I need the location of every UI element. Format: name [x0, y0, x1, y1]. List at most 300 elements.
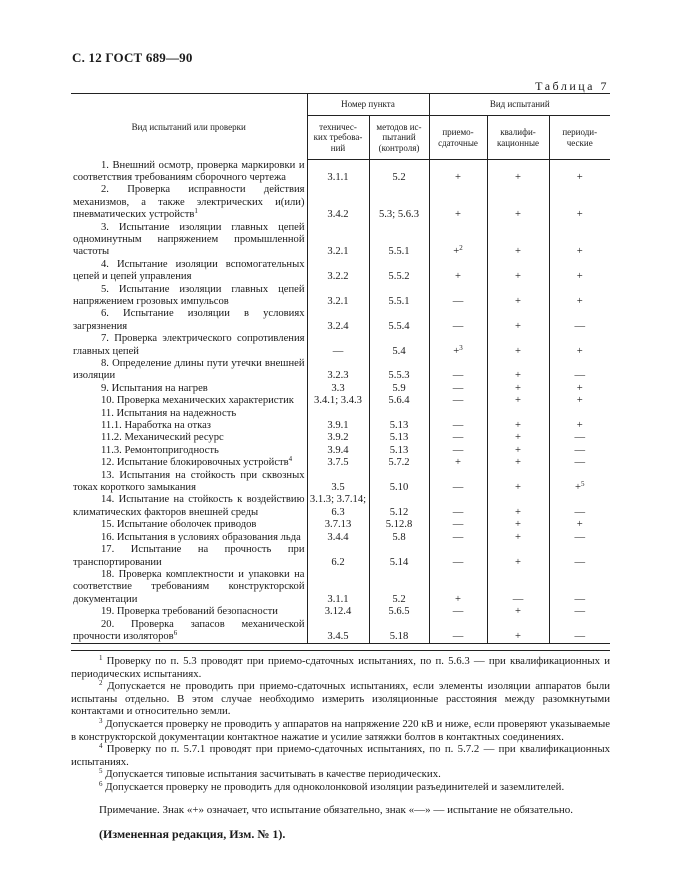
- periodic-cell: [549, 544, 610, 569]
- tech-req-cell: [307, 432, 369, 444]
- method-cell-text: 5.5.3: [388, 370, 410, 382]
- test-name: [71, 544, 307, 569]
- col-header-periodic: периоди- ческие: [549, 116, 610, 160]
- periodic-cell-text: —: [574, 506, 586, 518]
- test-name: [71, 432, 307, 444]
- test-name-text: 19. Проверка требований безопасности: [101, 606, 278, 618]
- periodic-cell-text: —: [574, 593, 586, 605]
- test-name-text: 5. Испытание изоляции главных цепей напряжением грозовых импульсов: [73, 283, 305, 307]
- test-name: [71, 259, 307, 284]
- acceptance-cell-text: —: [452, 295, 464, 307]
- test-name-text: 11.1. Наработка на отказ: [101, 420, 211, 432]
- test-name: [71, 383, 307, 395]
- qualification-cell-text: +: [515, 320, 521, 332]
- acceptance-cell-text: +: [455, 209, 461, 221]
- method-cell: [369, 519, 429, 531]
- footnote-text: Проверку по п. 5.3 проводят при приемо-сдаточных испытаниях, по п. 5.6.3 — при квалификационных и периодических испытаниях.: [71, 655, 610, 680]
- acceptance-cell: [429, 395, 487, 407]
- periodic-cell: [549, 532, 610, 544]
- test-name-text: 7. Проверка электрического сопротивления главных цепей: [73, 333, 305, 357]
- acceptance-cell: [429, 544, 487, 569]
- acceptance-cell-text: +: [455, 171, 461, 183]
- periodic-cell-text: —: [574, 531, 586, 543]
- tech-req-cell-text: 3.9.2: [327, 432, 349, 444]
- acceptance-cell-text: —: [452, 519, 464, 531]
- method-cell: [369, 432, 429, 444]
- test-name-text: 8. Определение длины пути утечки внешней изоляции: [73, 358, 305, 382]
- tech-req-cell: [307, 606, 369, 618]
- method-cell: [369, 494, 429, 519]
- periodic-cell-text: +: [576, 246, 583, 258]
- tech-req-cell: [307, 333, 369, 358]
- footnote-mark: 4: [99, 742, 103, 751]
- qualification-cell: [487, 606, 549, 618]
- periodic-cell-text: +: [576, 420, 583, 432]
- periodic-cell-text: —: [574, 556, 586, 568]
- qualification-cell: [487, 222, 549, 259]
- periodic-cell: [549, 606, 610, 618]
- tech-req-cell: [307, 160, 369, 185]
- qualification-cell: [487, 420, 549, 432]
- footnote: [71, 718, 610, 743]
- test-name: [71, 606, 307, 618]
- periodic-cell: [549, 457, 610, 469]
- table-row: [71, 333, 610, 358]
- footnote-ref: 1: [194, 207, 198, 216]
- acceptance-cell-text: —: [452, 382, 464, 394]
- qualification-cell-text: +: [515, 531, 521, 543]
- method-cell-text: 5.12.8: [385, 519, 413, 531]
- table-row: [71, 432, 610, 444]
- periodic-cell-text: —: [574, 370, 586, 382]
- test-name: [71, 494, 307, 519]
- method-cell: [369, 160, 429, 185]
- tech-req-cell: [307, 222, 369, 259]
- acceptance-cell-text: —: [452, 444, 464, 456]
- tech-req-cell-text: 3.12.4: [324, 606, 352, 618]
- acceptance-cell: [429, 432, 487, 444]
- test-name-text: 4. Испытание изоляции вспомогательных цепей и цепей управления: [73, 258, 305, 283]
- acceptance-cell-text: —: [452, 630, 464, 642]
- periodic-cell-text: +: [576, 171, 583, 183]
- table-row: [71, 395, 610, 407]
- method-cell: [369, 606, 429, 618]
- qualification-cell-text: +: [515, 171, 521, 183]
- acceptance-cell-text: +: [455, 593, 461, 605]
- tech-req-cell-text: 3.1.3; 3.7.14; 6.3: [309, 494, 367, 518]
- qualification-cell: [487, 259, 549, 284]
- test-name-text: 3. Испытание изоляции главных цепей одноминутным напряжением промышленной частоты: [73, 221, 305, 258]
- periodic-cell-text: +: [576, 295, 583, 307]
- tests-table: [71, 93, 610, 644]
- method-cell: [369, 569, 429, 606]
- col-header-name: Вид испытаний или проверки: [71, 94, 307, 160]
- method-cell-text: 5.5.1: [388, 246, 410, 258]
- method-cell: [369, 333, 429, 358]
- footnote-text: Допускается проверку не проводить у аппаратов на напряжение 220 кВ и ниже, если проверяют указываемые в конструкторской документации контактное нажатие и усилие затяжки болтов в контактных соединениях.: [71, 717, 610, 743]
- table-body: [71, 160, 610, 644]
- qualification-cell-text: +: [515, 630, 521, 642]
- tech-req-cell: [307, 544, 369, 569]
- periodic-cell: [549, 308, 610, 333]
- col-header-qualification: квалифи- кационные: [487, 116, 549, 160]
- test-name-text: 2. Проверка исправности действия механизмов, а также электрических и(или) пневматических устройств: [73, 184, 305, 221]
- method-cell: [369, 184, 429, 221]
- table-caption: Таблица 7: [535, 79, 609, 93]
- table-row: [71, 284, 610, 309]
- periodic-cell: [549, 569, 610, 606]
- method-cell: [369, 222, 429, 259]
- tech-req-cell-text: 3.3: [331, 382, 345, 394]
- table-row: [71, 569, 610, 606]
- table-row: [71, 383, 610, 395]
- method-cell-text: 5.7.2: [388, 457, 410, 469]
- table-row: [71, 606, 610, 618]
- qualification-cell: [487, 160, 549, 185]
- table-row: [71, 184, 610, 221]
- method-cell-text: 5.6.5: [388, 606, 410, 618]
- method-cell: [369, 457, 429, 469]
- periodic-cell-text: —: [574, 320, 586, 332]
- footnote: [71, 743, 610, 768]
- acceptance-cell-text: —: [452, 420, 464, 432]
- table-row: [71, 619, 610, 644]
- tech-req-cell-text: 3.7.13: [324, 519, 352, 531]
- qualification-cell: [487, 308, 549, 333]
- periodic-cell: [549, 259, 610, 284]
- acceptance-cell-text: —: [452, 556, 464, 568]
- test-name-text: 10. Проверка механических характеристик: [101, 395, 294, 407]
- acceptance-cell-text: —: [452, 606, 464, 618]
- col-header-kind: Вид испытаний: [429, 94, 610, 116]
- acceptance-cell: [429, 358, 487, 383]
- footnote-list: [71, 655, 610, 794]
- footnote-ref: 2: [459, 244, 463, 253]
- method-cell-text: 5.13: [389, 444, 409, 456]
- acceptance-cell: [429, 408, 487, 420]
- periodic-cell: [549, 395, 610, 407]
- test-name-text: 11.2. Механический ресурс: [101, 432, 224, 444]
- footnote-ref: 5: [580, 480, 585, 489]
- tech-req-cell-text: 3.2.2: [327, 271, 349, 283]
- acceptance-cell: [429, 457, 487, 469]
- qualification-cell-text: +: [515, 271, 521, 283]
- acceptance-cell: [429, 383, 487, 395]
- tech-req-cell-text: 3.1.1: [327, 593, 349, 605]
- qualification-cell-text: +: [515, 345, 521, 357]
- qualification-cell: [487, 383, 549, 395]
- periodic-cell: [549, 420, 610, 432]
- method-cell: [369, 395, 429, 407]
- qualification-cell-text: +: [515, 395, 521, 407]
- acceptance-cell: [429, 569, 487, 606]
- tech-req-cell: [307, 457, 369, 469]
- qualification-cell-text: +: [515, 457, 521, 469]
- test-name-text: 1. Внешний осмотр, проверка маркировки и соответствия требованиям сборочного чертежа: [73, 159, 305, 183]
- test-name: [71, 184, 307, 221]
- method-cell: [369, 259, 429, 284]
- acceptance-cell: [429, 333, 487, 358]
- qualification-cell: [487, 457, 549, 469]
- tech-req-cell-text: 3.4.2: [327, 209, 349, 221]
- tech-req-cell-text: 3.4.5: [327, 630, 349, 642]
- footnote-text: Допускается типовые испытания засчитывать в качестве периодических.: [102, 768, 441, 781]
- col-header-acceptance: приемо- сдаточные: [429, 116, 487, 160]
- periodic-cell-text: —: [574, 444, 586, 456]
- method-cell-text: 5.14: [389, 556, 409, 568]
- tech-req-cell-text: 3.1.1: [327, 171, 349, 183]
- tech-req-cell: [307, 308, 369, 333]
- qualification-cell: [487, 445, 549, 457]
- table-row: [71, 259, 610, 284]
- qualification-cell-text: +: [515, 556, 521, 568]
- test-name: [71, 395, 307, 407]
- qualification-cell-text: +: [515, 382, 521, 394]
- periodic-cell-text: —: [574, 606, 586, 618]
- qualification-cell: [487, 569, 549, 606]
- periodic-cell-text: +: [576, 345, 583, 357]
- qualification-cell: [487, 519, 549, 531]
- test-name-text: 14. Испытание на стойкость к воздействию климатических факторов внешней среды: [73, 494, 305, 518]
- tech-req-cell: [307, 395, 369, 407]
- method-cell: [369, 470, 429, 495]
- method-cell-text: 5.5.2: [388, 271, 410, 283]
- col-header-number: Номер пункта: [307, 94, 429, 116]
- periodic-cell-text: —: [574, 457, 586, 469]
- tech-req-cell-text: 3.2.4: [327, 320, 349, 332]
- qualification-cell-text: +: [515, 420, 521, 432]
- periodic-cell-text: +: [576, 209, 583, 221]
- qualification-cell: [487, 284, 549, 309]
- acceptance-cell: [429, 259, 487, 284]
- tech-req-cell-text: 3.5: [331, 482, 345, 494]
- tech-req-cell-text: 3.9.4: [327, 444, 349, 456]
- acceptance-cell-text: +: [453, 345, 460, 357]
- tech-req-cell: [307, 184, 369, 221]
- footnote-mark: 1: [99, 654, 103, 662]
- periodic-cell: [549, 494, 610, 519]
- footnote: [71, 655, 610, 680]
- tech-req-cell: [307, 445, 369, 457]
- method-cell: [369, 420, 429, 432]
- qualification-cell-text: +: [515, 432, 521, 444]
- acceptance-cell: [429, 284, 487, 309]
- method-cell: [369, 544, 429, 569]
- test-name: [71, 408, 307, 420]
- test-name-text: 16. Испытания в условиях образования льда: [101, 531, 301, 543]
- acceptance-cell: [429, 519, 487, 531]
- acceptance-cell-text: +: [453, 246, 460, 258]
- tech-req-cell: [307, 494, 369, 519]
- test-name-text: 17. Испытание на прочность при транспортировании: [73, 544, 305, 568]
- footnote-ref: 4: [288, 455, 293, 464]
- periodic-cell-text: +: [576, 382, 583, 394]
- test-name-text: 20. Проверка запасов механической прочности изоляторов: [73, 618, 305, 642]
- periodic-cell-text: +: [576, 271, 583, 283]
- qualification-cell: [487, 544, 549, 569]
- table-row: [71, 445, 610, 457]
- tech-req-cell: [307, 259, 369, 284]
- tech-req-cell-text: 3.7.5: [327, 457, 349, 469]
- qualification-cell: [487, 395, 549, 407]
- table-row: [71, 532, 610, 544]
- test-name-text: 11. Испытания на надежность: [101, 407, 237, 419]
- table-note: Примечание. Знак «+» означает, что испытание обязательно, знак «—» — испытание не обязательно.: [99, 803, 574, 816]
- footnote-ref: 3: [459, 343, 463, 352]
- qualification-cell: [487, 619, 549, 644]
- periodic-cell: [549, 222, 610, 259]
- method-cell-text: 5.9: [392, 382, 406, 394]
- footnote-text: Проверку по п. 5.7.1 проводят при приемо-сдаточных испытаниях, по п. 5.7.2 — при квалификационных испытаниях.: [71, 743, 610, 768]
- footnote: [71, 680, 610, 718]
- tech-req-cell: [307, 408, 369, 420]
- col-header-methods: методов ис- пытаний (контроля): [369, 116, 429, 160]
- qualification-cell-text: +: [515, 606, 521, 618]
- method-cell-text: 5.12: [389, 506, 409, 518]
- qualification-cell-text: +: [515, 370, 521, 382]
- test-name: [71, 619, 307, 644]
- tech-req-cell-text: 6.2: [331, 556, 345, 568]
- tech-req-cell: [307, 470, 369, 495]
- table-row: [71, 358, 610, 383]
- method-cell: [369, 284, 429, 309]
- method-cell-text: 5.18: [389, 630, 409, 642]
- tech-req-cell-text: 3.2.3: [327, 370, 349, 382]
- method-cell: [369, 408, 429, 420]
- acceptance-cell: [429, 606, 487, 618]
- footnote-mark: 6: [99, 779, 103, 788]
- acceptance-cell-text: +: [455, 271, 461, 283]
- acceptance-cell-text: —: [452, 531, 464, 543]
- test-name-text: 6. Испытание изоляции в условиях загрязнения: [73, 308, 305, 332]
- test-name: [71, 222, 307, 259]
- acceptance-cell: [429, 160, 487, 185]
- table-row: [71, 160, 610, 185]
- table-row: [71, 457, 610, 469]
- test-name: [71, 333, 307, 358]
- table-row: [71, 494, 610, 519]
- tech-req-cell-text: 3.4.4: [327, 531, 349, 543]
- test-name: [71, 532, 307, 544]
- periodic-cell-text: +: [575, 482, 581, 494]
- footnote: [71, 768, 610, 781]
- acceptance-cell-text: —: [452, 370, 464, 382]
- acceptance-cell: [429, 532, 487, 544]
- periodic-cell: [549, 445, 610, 457]
- footnote: [71, 781, 610, 794]
- test-name-text: 12. Испытание блокировочных устройств: [101, 457, 289, 469]
- acceptance-cell: [429, 184, 487, 221]
- test-name-text: 18. Проверка комплектности и упаковки на соответствие требованиям конструкторской документации: [73, 568, 305, 605]
- periodic-cell: [549, 383, 610, 395]
- qualification-cell: [487, 470, 549, 495]
- amendment-note: (Измененная редакция, Изм. № 1).: [99, 827, 286, 842]
- periodic-cell: [549, 160, 610, 185]
- test-name: [71, 569, 307, 606]
- qualification-cell: [487, 408, 549, 420]
- table-row: [71, 308, 610, 333]
- qualification-cell-text: +: [515, 482, 521, 494]
- tech-req-cell-text: 3.2.1: [327, 246, 349, 258]
- col-header-tech: техничес- ких требова- ний: [307, 116, 369, 160]
- tech-req-cell-text: 3.2.1: [327, 295, 349, 307]
- method-cell-text: 5.13: [389, 420, 409, 432]
- periodic-cell-text: +: [576, 519, 583, 531]
- test-name: [71, 160, 307, 185]
- periodic-cell: [549, 358, 610, 383]
- test-name: [71, 445, 307, 457]
- table-row: [71, 470, 610, 495]
- periodic-cell: [549, 333, 610, 358]
- periodic-cell: [549, 619, 610, 644]
- qualification-cell-text: +: [515, 444, 521, 456]
- method-cell-text: 5.6.4: [388, 395, 410, 407]
- method-cell-text: 5.10: [389, 482, 409, 494]
- qualification-cell-text: +: [515, 295, 521, 307]
- footnotes: [71, 650, 610, 841]
- method-cell-text: 5.8: [392, 531, 406, 543]
- tech-req-cell: [307, 383, 369, 395]
- footnote-text: Допускается проверку не проводить для одноколонковой изоляции разъединителей и заземлителей.: [102, 780, 565, 793]
- acceptance-cell-text: —: [452, 506, 464, 518]
- footnote-mark: 3: [99, 716, 103, 725]
- qualification-cell: [487, 532, 549, 544]
- footnote-mark: 5: [99, 767, 103, 776]
- tech-req-cell: [307, 358, 369, 383]
- acceptance-cell: [429, 494, 487, 519]
- tech-req-cell: [307, 619, 369, 644]
- qualification-cell-text: +: [515, 246, 521, 258]
- periodic-cell: [549, 184, 610, 221]
- method-cell-text: 5.2: [392, 593, 406, 605]
- table-row: [71, 420, 610, 432]
- method-cell: [369, 445, 429, 457]
- tech-req-cell: [307, 569, 369, 606]
- method-cell-text: 5.5.1: [388, 295, 410, 307]
- qualification-cell-text: —: [512, 593, 524, 605]
- table-row: [71, 544, 610, 569]
- test-name: [71, 358, 307, 383]
- tech-req-cell-text: 3.4.1; 3.4.3: [314, 395, 362, 407]
- periodic-cell-text: —: [574, 630, 586, 642]
- method-cell: [369, 358, 429, 383]
- method-cell: [369, 619, 429, 644]
- test-name: [71, 308, 307, 333]
- test-name-text: 9. Испытания на нагрев: [101, 382, 208, 394]
- method-cell-text: 5.2: [392, 171, 406, 183]
- periodic-cell: [549, 408, 610, 420]
- qualification-cell-text: +: [515, 209, 521, 221]
- periodic-cell-text: +: [576, 395, 583, 407]
- test-name: [71, 519, 307, 531]
- acceptance-cell-text: +: [455, 457, 461, 469]
- periodic-cell: [549, 470, 610, 495]
- test-name-text: 15. Испытание оболочек приводов: [101, 519, 257, 531]
- acceptance-cell: [429, 222, 487, 259]
- periodic-cell: [549, 284, 610, 309]
- footnote-ref: 6: [173, 628, 178, 637]
- qualification-cell: [487, 432, 549, 444]
- acceptance-cell: [429, 619, 487, 644]
- footnote-text: Допускается не проводить при приемо-сдаточных испытаниях, если элементы изоляции аппаратов были испытаны отдельно. В этом случае необходимо измерить изоляционные расстояния между разомкнутыми контактами и относительно земли.: [71, 680, 610, 718]
- page-header: С. 12 ГОСТ 689—90: [72, 50, 193, 65]
- method-cell: [369, 383, 429, 395]
- tech-req-cell: [307, 284, 369, 309]
- method-cell: [369, 308, 429, 333]
- qualification-cell: [487, 358, 549, 383]
- acceptance-cell-text: —: [452, 395, 464, 407]
- tech-req-cell: [307, 532, 369, 544]
